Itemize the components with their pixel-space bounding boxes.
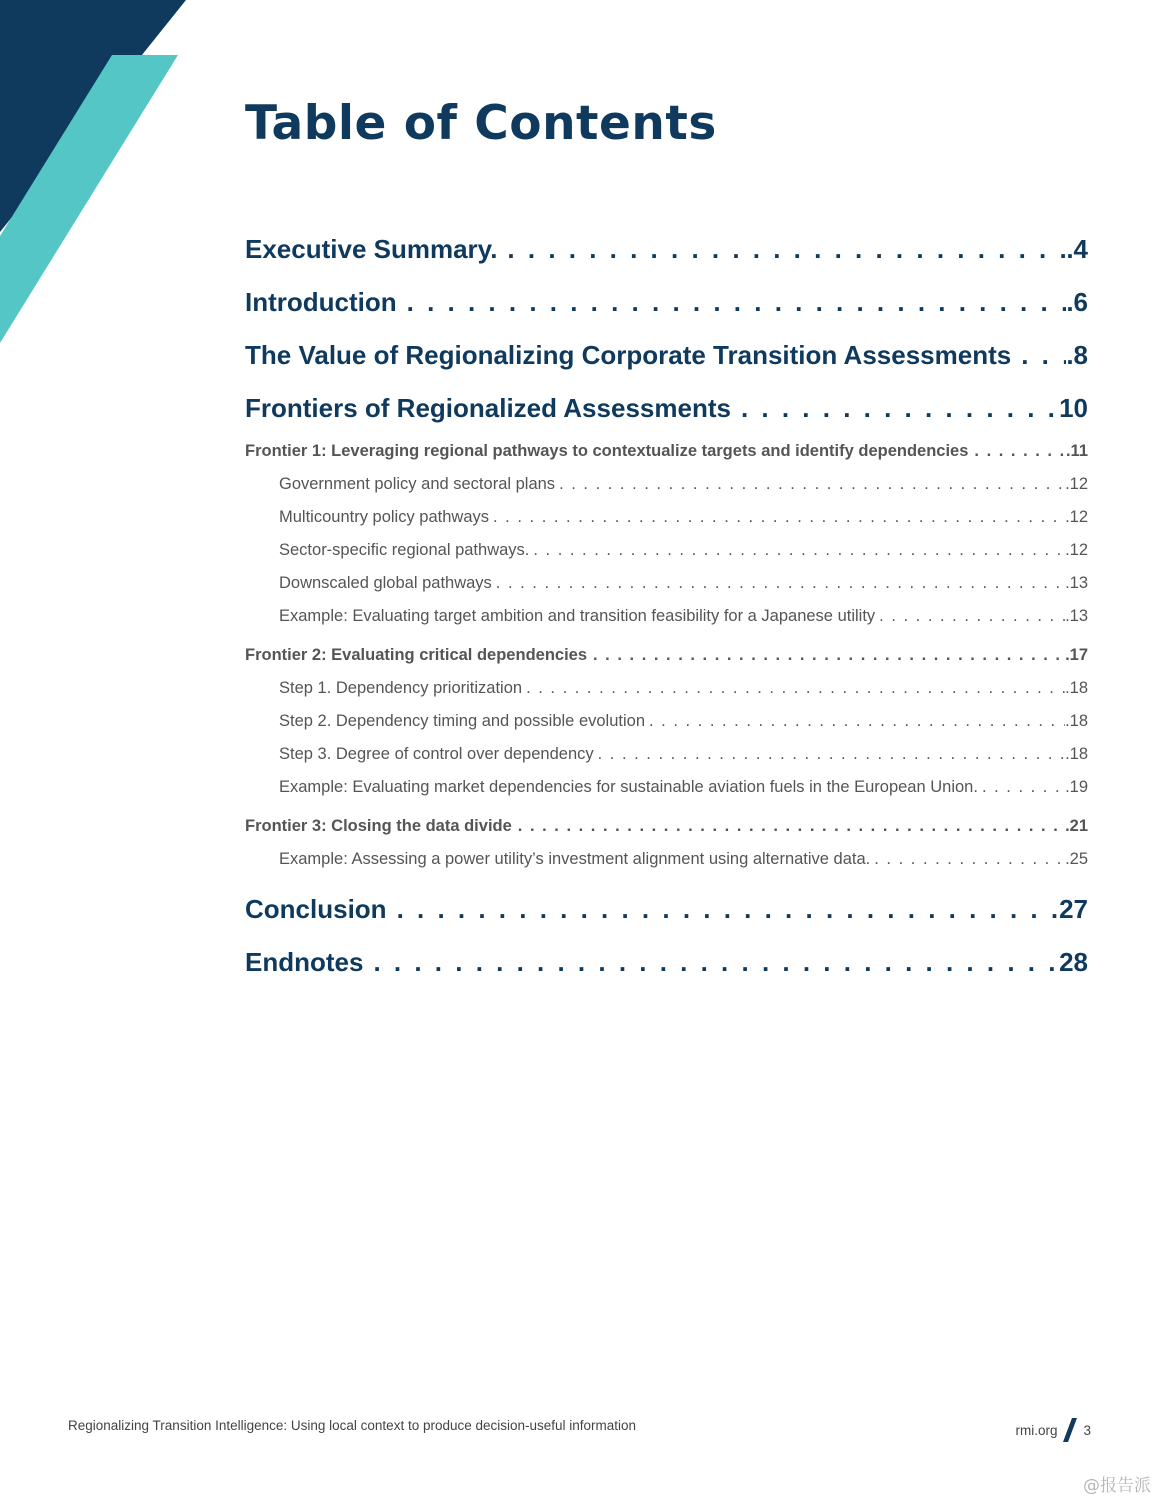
toc-label: Downscaled global pathways xyxy=(279,574,492,592)
toc-entry-japanese-utility-example[interactable] xyxy=(279,607,1088,626)
toc-entry-frontier-3[interactable] xyxy=(245,817,1088,836)
toc-page-number: .6 xyxy=(1066,287,1088,317)
page-number: 3 xyxy=(1083,1422,1091,1438)
dot-leader xyxy=(649,712,1065,731)
dot-leader xyxy=(533,541,1065,560)
toc-page-number: .18 xyxy=(1065,712,1088,730)
toc-label: Example: Evaluating target ambition and transition feasibility for a Japanese utility xyxy=(279,607,876,625)
toc-entry-endnotes[interactable] xyxy=(245,947,1088,978)
toc-label: Endnotes xyxy=(245,947,364,977)
toc-page-number: .18 xyxy=(1065,679,1088,697)
toc-page-number: .18 xyxy=(1065,745,1088,763)
toc-page-number: 27 xyxy=(1059,894,1088,924)
toc-entry-frontier-1[interactable] xyxy=(245,442,1088,461)
toc-label: Step 2. Dependency timing and possible evolution xyxy=(279,712,645,730)
dot-leader xyxy=(879,607,1065,626)
toc-label: Conclusion xyxy=(245,894,387,924)
toc-entry-power-utility-example[interactable] xyxy=(279,850,1088,869)
dot-leader xyxy=(974,442,1066,461)
toc-label: Introduction xyxy=(245,287,397,317)
toc-page-number: .8 xyxy=(1066,340,1088,370)
dot-leader xyxy=(507,234,1066,265)
corner-decoration xyxy=(0,0,190,350)
toc-page-number: 10 xyxy=(1059,393,1088,423)
toc-entry-sector-specific-pathways[interactable] xyxy=(279,541,1088,560)
toc-page-number: 28 xyxy=(1059,947,1088,977)
toc-entry-frontier-2[interactable] xyxy=(245,646,1088,665)
toc-entry-introduction[interactable] xyxy=(245,287,1088,318)
toc-label: The Value of Regionalizing Corporate Transition Assessments xyxy=(245,340,1012,370)
toc-label: Frontier 2: Evaluating critical dependencies xyxy=(245,646,588,664)
dot-leader xyxy=(373,947,1059,978)
toc-page-number: .21 xyxy=(1065,817,1088,835)
toc-label: Sector-specific regional pathways. xyxy=(279,541,530,559)
toc-entry-executive-summary[interactable] xyxy=(245,234,1088,265)
toc-label: Frontiers of Regionalized Assessments xyxy=(245,393,731,423)
toc-page-number: .13 xyxy=(1065,574,1088,592)
toc-page-number: .12 xyxy=(1065,508,1088,526)
toc-entry-multicountry-pathways[interactable] xyxy=(279,508,1088,527)
dot-leader xyxy=(982,778,1065,797)
dot-leader xyxy=(559,475,1065,494)
toc-page-number: .12 xyxy=(1065,541,1088,559)
footer-report-title: Regionalizing Transition Intelligence: Using local context to produce decision-useful information xyxy=(68,1418,637,1433)
watermark: @报告派 xyxy=(1083,1476,1151,1496)
toc-label: Example: Evaluating market dependencies for sustainable aviation fuels in the European Union. xyxy=(279,778,978,796)
toc-entry-step-3[interactable] xyxy=(279,745,1088,764)
toc-label: Example: Assessing a power utility’s investment alignment using alternative data. xyxy=(279,850,871,868)
toc-entry-downscaled-pathways[interactable] xyxy=(279,574,1088,593)
toc-entry-value-of-regionalizing[interactable] xyxy=(245,340,1088,371)
toc-entry-frontiers[interactable] xyxy=(245,393,1088,424)
toc-page-number: .17 xyxy=(1065,646,1088,664)
toc-entry-step-2[interactable] xyxy=(279,712,1088,731)
toc-entry-step-1[interactable] xyxy=(279,679,1088,698)
dot-leader xyxy=(874,850,1065,869)
toc-label: Executive Summary. xyxy=(245,234,498,264)
dot-leader xyxy=(1021,340,1066,371)
toc-entry-government-policy[interactable] xyxy=(279,475,1088,494)
dot-leader xyxy=(407,287,1067,318)
toc-page-number: .11 xyxy=(1065,442,1088,460)
toc-entry-aviation-fuels-example[interactable] xyxy=(279,778,1088,797)
dot-leader xyxy=(397,894,1060,925)
dot-leader xyxy=(496,574,1065,593)
toc-label: Step 1. Dependency prioritization xyxy=(279,679,523,697)
slash-divider-icon xyxy=(1063,1418,1077,1442)
dot-leader xyxy=(526,679,1065,698)
toc-page-number: .4 xyxy=(1066,234,1088,264)
toc-page-number: .19 xyxy=(1065,778,1088,796)
dot-leader xyxy=(518,817,1065,836)
toc-label: Frontier 3: Closing the data divide xyxy=(245,817,512,835)
toc-label: Step 3. Degree of control over dependency xyxy=(279,745,594,763)
page-title: Table of Contents xyxy=(245,96,717,151)
site-link[interactable]: rmi.org xyxy=(1015,1422,1058,1438)
dot-leader xyxy=(598,745,1065,764)
toc-label: Multicountry policy pathways xyxy=(279,508,490,526)
dot-leader xyxy=(493,508,1065,527)
toc-page-number: .12 xyxy=(1065,475,1088,493)
toc-entry-conclusion[interactable] xyxy=(245,894,1088,925)
dot-leader xyxy=(593,646,1065,665)
dot-leader xyxy=(741,393,1059,424)
toc-page-number: .13 xyxy=(1065,607,1088,625)
footer-right xyxy=(1015,1418,1091,1442)
toc-label: Government policy and sectoral plans xyxy=(279,475,556,493)
toc-page-number: .25 xyxy=(1065,850,1088,868)
toc-label: Frontier 1: Leveraging regional pathways to contextualize targets and identify dependencies xyxy=(245,442,969,460)
